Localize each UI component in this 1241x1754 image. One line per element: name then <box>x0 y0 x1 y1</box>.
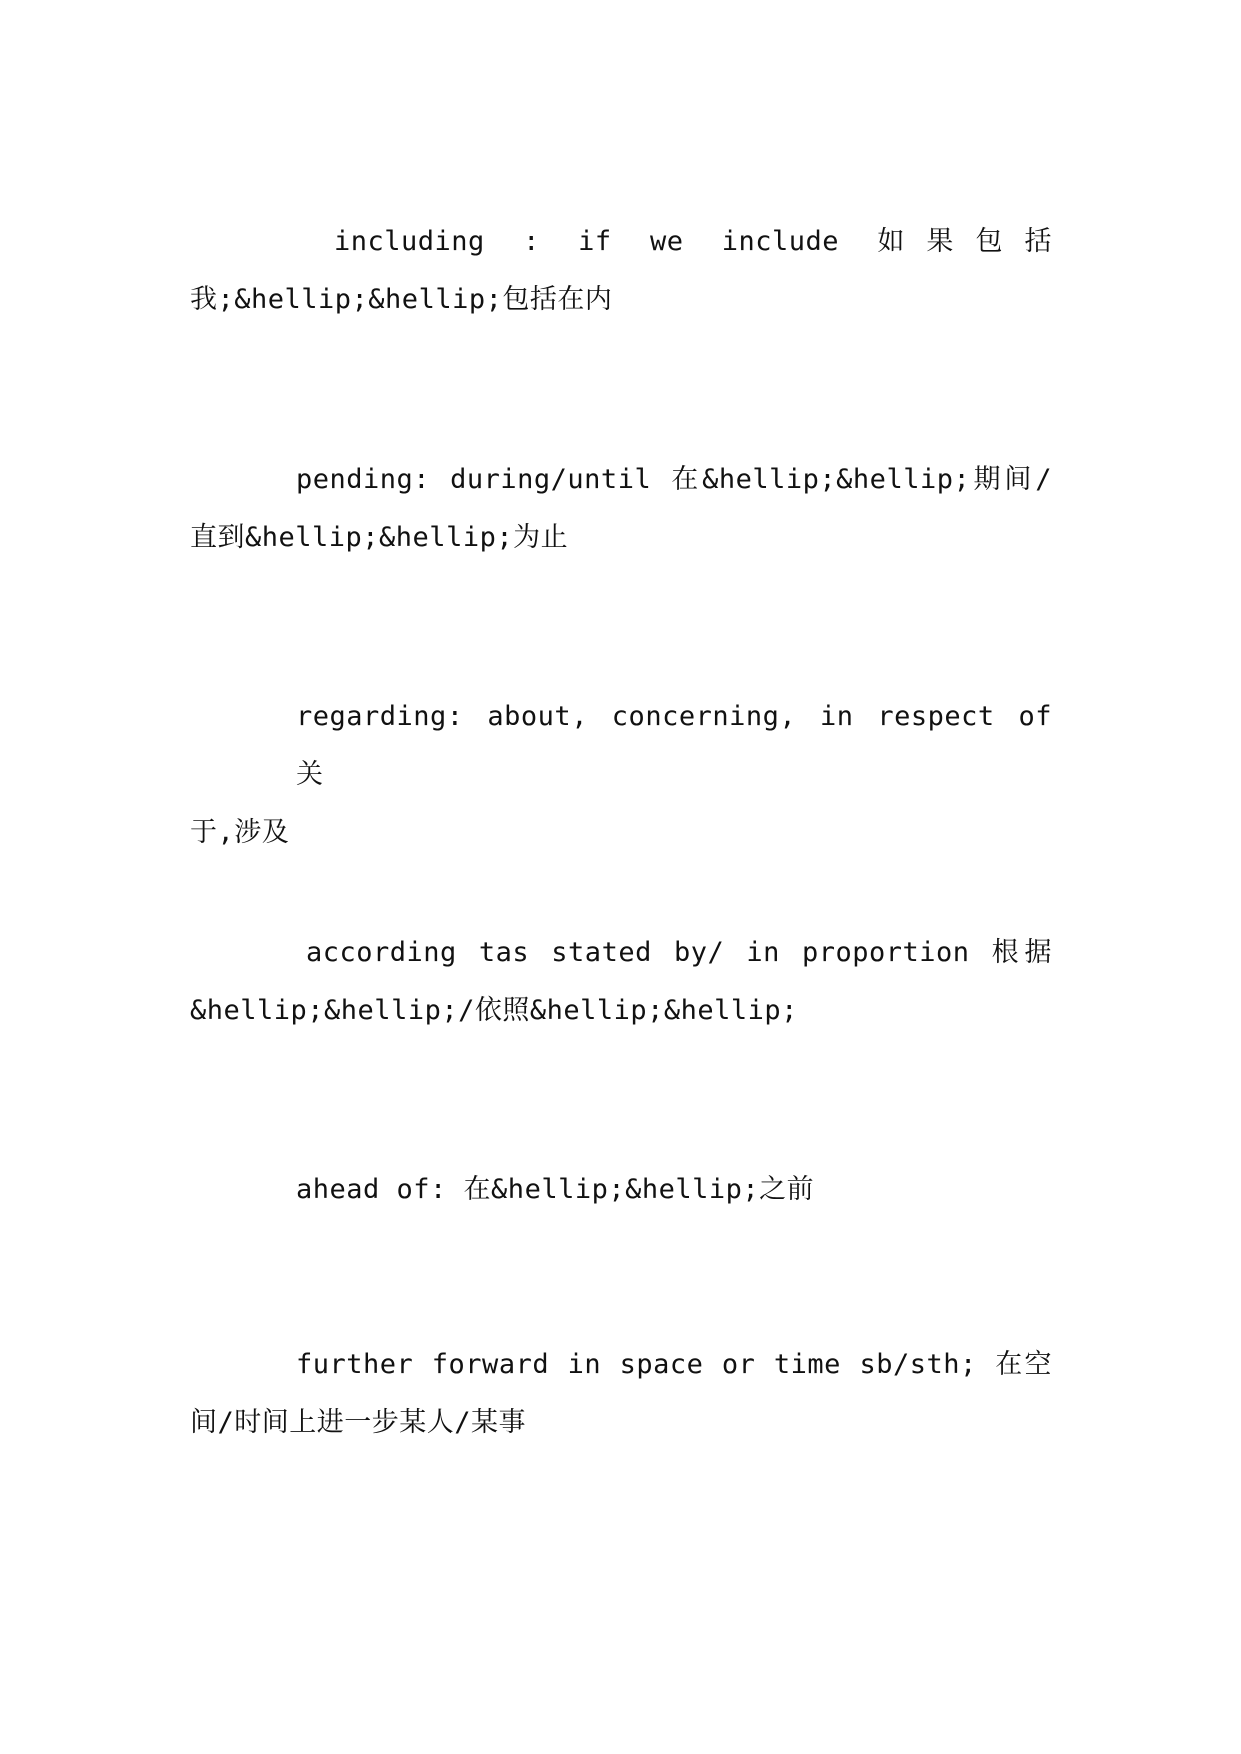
entry-text-line-2: 间/时间上进一步某人/某事 <box>190 1407 527 1438</box>
entry-ahead-of <box>190 1161 1052 1219</box>
entry-further <box>190 1336 1052 1452</box>
entry-according <box>190 924 1052 1040</box>
entry-text-line-1: further forward in space or time sb/sth; 在空 <box>296 1349 1052 1380</box>
entry-text-line-2: 我;&hellip;&hellip;包括在内 <box>190 284 613 315</box>
entry-text-line-1: according tas stated by/ in proportion 根据 <box>306 937 1052 968</box>
entry-text-line-2: 直到&hellip;&hellip;为止 <box>190 522 569 553</box>
entry-text-line-2: &hellip;&hellip;/依照&hellip;&hellip; <box>190 995 798 1026</box>
entry-regarding <box>190 688 1052 862</box>
entry-text-line-1: ahead of: 在&hellip;&hellip;之前 <box>296 1174 815 1205</box>
entry-pending <box>190 451 1052 567</box>
entry-text-line-1: including : if we include 如果包括 <box>334 226 1052 257</box>
entry-text-line-1: regarding: about, concerning, in respect of 关 <box>296 701 1052 790</box>
entry-text-line-1: pending: during/until 在&hellip;&hellip;期间/ <box>296 464 1052 495</box>
entry-text-line-2: 于,涉及 <box>190 817 290 848</box>
entry-including <box>190 213 1052 329</box>
